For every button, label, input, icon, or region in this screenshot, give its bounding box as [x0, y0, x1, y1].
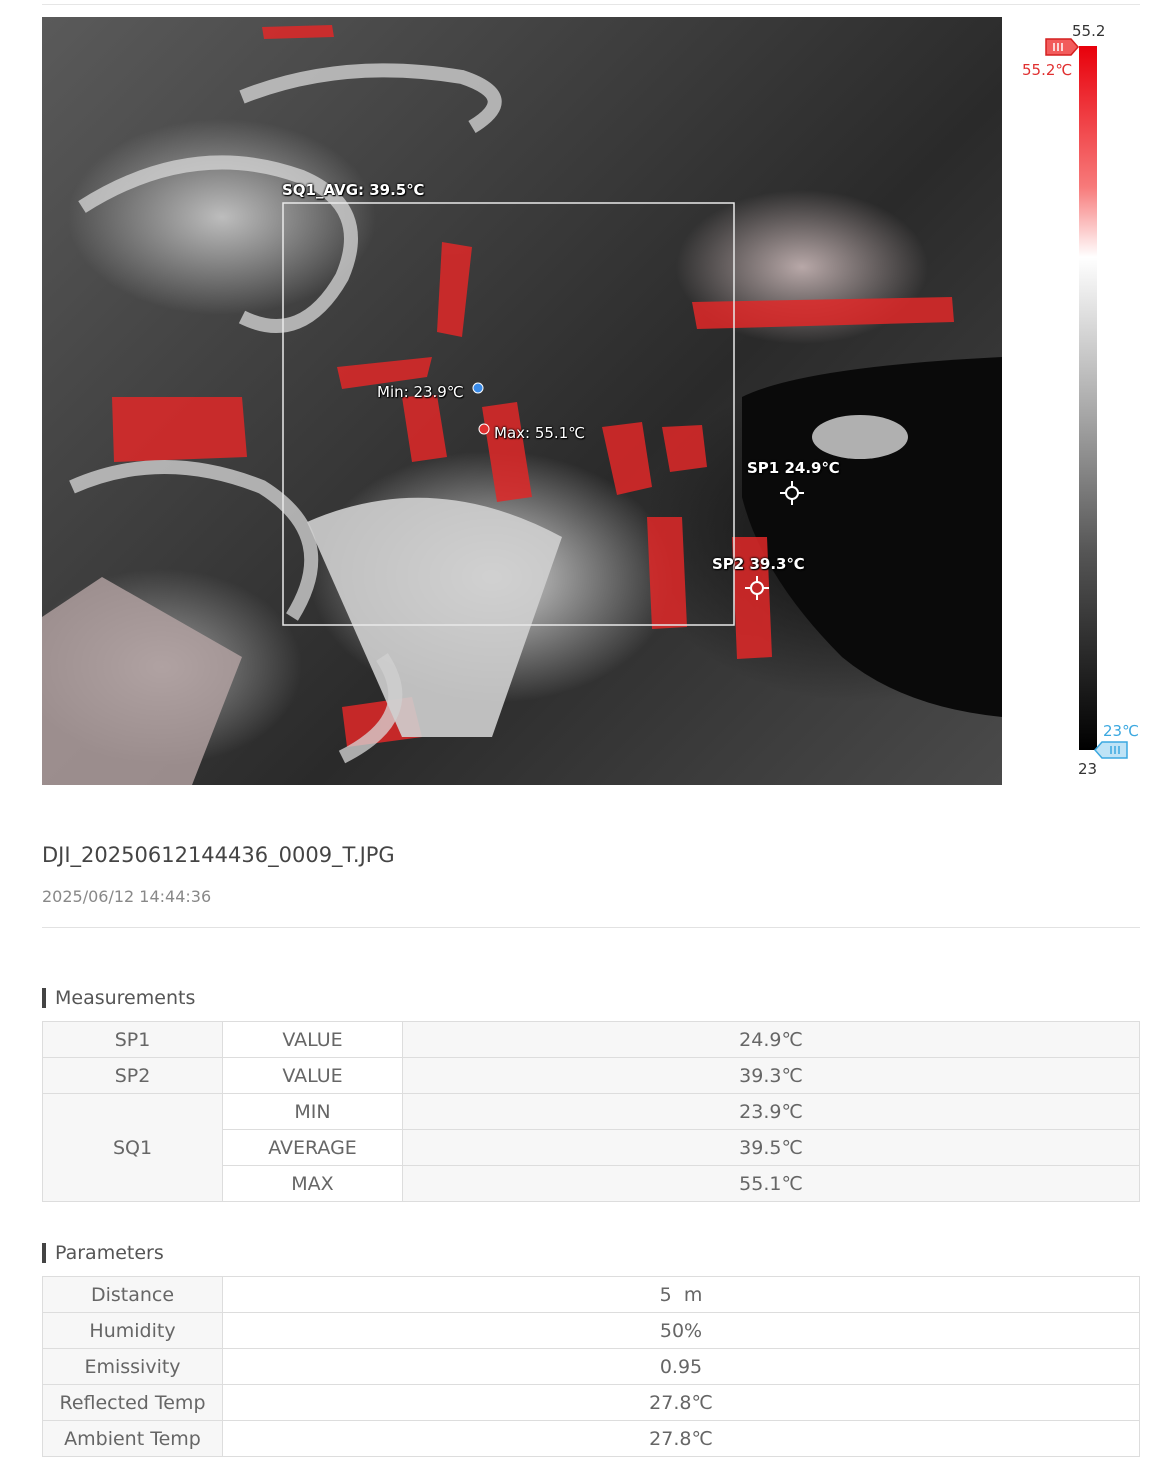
type-cell: MAX — [223, 1166, 403, 1202]
file-datetime: 2025/06/12 14:44:36 — [42, 887, 212, 906]
table-row — [43, 1385, 1140, 1421]
max-label: Max: 55.1℃ — [494, 424, 586, 442]
measurements-title: Measurements — [42, 988, 195, 1008]
scale-min-value: 23 — [1078, 760, 1098, 778]
color-scale-bar — [1079, 46, 1097, 750]
table-row — [43, 1277, 1140, 1313]
scale-max-value: 55.2 — [1072, 22, 1106, 40]
sq1-label: SQ1_AVG: 39.5℃ — [282, 181, 425, 199]
roof-left — [42, 577, 242, 785]
parameters-table — [42, 1276, 1140, 1457]
high-threshold-label: 55.2℃ — [1022, 61, 1073, 79]
value-cell: 24.9℃ — [403, 1022, 1140, 1058]
table-row — [43, 1058, 1140, 1094]
parameters-title: Parameters — [42, 1243, 164, 1263]
table-row — [43, 1421, 1140, 1457]
type-cell: VALUE — [223, 1058, 403, 1094]
point-cell: SQ1 — [43, 1094, 223, 1202]
param-value-cell: 50% — [223, 1313, 1140, 1349]
table-row — [43, 1349, 1140, 1385]
table-row — [43, 1022, 1140, 1058]
type-cell: MIN — [223, 1094, 403, 1130]
param-value-cell: 5 m — [223, 1277, 1140, 1313]
point-cell: SP2 — [43, 1058, 223, 1094]
max-marker — [479, 424, 489, 434]
min-label: Min: 23.9℃ — [377, 383, 464, 401]
table-row — [43, 1094, 1140, 1130]
value-cell: 23.9℃ — [403, 1094, 1140, 1130]
param-value-cell: 27.8℃ — [223, 1421, 1140, 1457]
top-divider — [42, 4, 1140, 5]
type-cell: VALUE — [223, 1022, 403, 1058]
param-name-cell: Ambient Temp — [43, 1421, 223, 1457]
param-value-cell: 27.8℃ — [223, 1385, 1140, 1421]
point-cell: SP1 — [43, 1022, 223, 1058]
value-cell: 39.3℃ — [403, 1058, 1140, 1094]
param-name-cell: Reflected Temp — [43, 1385, 223, 1421]
low-threshold-label: 23℃ — [1103, 722, 1139, 740]
param-name-cell: Humidity — [43, 1313, 223, 1349]
thermal-image — [42, 17, 1002, 785]
sp1-label: SP1 24.9℃ — [747, 459, 840, 477]
value-cell: 39.5℃ — [403, 1130, 1140, 1166]
info-divider — [42, 927, 1140, 928]
thermal-scene — [42, 17, 1002, 785]
water-area — [742, 357, 1002, 717]
type-cell: AVERAGE — [223, 1130, 403, 1166]
measurements-table — [42, 1021, 1140, 1202]
param-value-cell: 0.95 — [223, 1349, 1140, 1385]
table-row — [43, 1313, 1140, 1349]
param-name-cell: Emissivity — [43, 1349, 223, 1385]
min-marker — [473, 383, 483, 393]
file-name: DJI_20250612144436_0009_T.JPG — [42, 843, 395, 867]
param-name-cell: Distance — [43, 1277, 223, 1313]
low-threshold-handle[interactable] — [1094, 740, 1128, 760]
high-threshold-handle[interactable] — [1045, 37, 1079, 57]
value-cell: 55.1℃ — [403, 1166, 1140, 1202]
tower-cone — [307, 498, 562, 737]
island — [812, 415, 908, 459]
sp2-label: SP2 39.3℃ — [712, 555, 805, 573]
